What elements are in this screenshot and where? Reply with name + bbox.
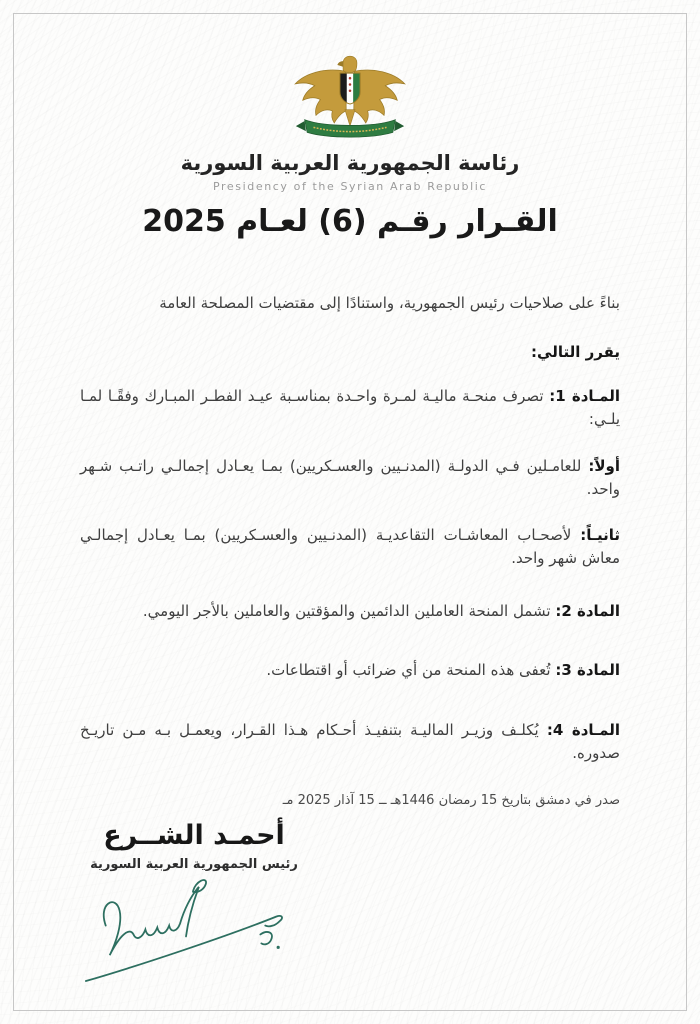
eagle-right-wing (354, 70, 405, 123)
clause-second-label: ثانيـاً: (580, 525, 620, 544)
eagle-left-wing (295, 70, 346, 123)
clause-first-text: للعامـلين فـي الدولـة (المدنـيين والعسـكريين) بمـا يعـادل إجمالـي راتـب شـهر واحد. (80, 457, 620, 499)
clause-first (80, 455, 620, 502)
article-1-label: المـادة 1: (549, 386, 620, 405)
decree-title: القـرار رقـم (6) لعـام 2025 (142, 204, 558, 239)
handwritten-signature-icon (68, 874, 306, 986)
letterhead (0, 54, 700, 193)
eagle-beak (337, 61, 343, 67)
article-2-label: المادة 2: (555, 602, 620, 620)
decree-body (80, 292, 620, 811)
article-4 (80, 719, 620, 766)
article-3 (80, 659, 620, 682)
syrian-eagle-emblem-icon (0, 54, 700, 149)
org-name-arabic: رئاسة الجمهورية العربية السورية (180, 151, 520, 175)
article-3-label: المادة 3: (555, 661, 620, 680)
decides-clause: يقرر التالي: (531, 343, 620, 362)
clause-second-text: لأصحـاب المعاشـات التقاعديـة (المدنـيين والعسـكريين) بمـا يعـادل إجمالـي معاش شهر واحد. (80, 525, 620, 567)
clause-first-label: أولاً: (588, 457, 620, 475)
preamble-clause: بناءً على صلاحيات رئيس الجمهورية، واستنادًا إلى مقتضيات المصلحة العامة (159, 294, 620, 312)
article-2-text: تشمل المنحة العاملين الدائمين والمؤقتين والعاملين بالأجر اليومي. (142, 602, 556, 620)
signatory-name: أحمـد الشــرع (103, 820, 285, 851)
banner-right-fold (394, 121, 404, 131)
org-name-english: Presidency of the Syrian Arab Republic (212, 180, 488, 193)
article-1-text: تصرف منحـة ماليـة لمـرة واحـدة بمناسـبة عيـد الفطـر المبـارك وفقًـا لمـا يلـي: (80, 386, 620, 428)
banner-left-fold (296, 121, 306, 131)
article-1 (80, 385, 620, 432)
signatory-title: رئيس الجمهورية العربية السورية (90, 857, 298, 872)
article-4-label: المـادة 4: (546, 720, 620, 739)
article-4-text: يُكلـف وزيـر الماليـة بتنفيـذ أحـكام هـذا القـرار، ويعمـل بـه مـن تاريـخ صدوره. (80, 720, 620, 762)
signature-block (56, 820, 332, 990)
clause-second (80, 524, 620, 571)
article-3-text: تُعفى هذه المنحة من أي ضرائب أو اقتطاعات. (266, 661, 556, 680)
eagle-tail (345, 110, 355, 126)
article-2 (80, 600, 620, 623)
issuance-line: صدر في دمشق بتاريخ 15 رمضان 1446هـ ــ 15 آذار 2025 مـ (282, 793, 620, 808)
eagle-head (343, 56, 357, 72)
